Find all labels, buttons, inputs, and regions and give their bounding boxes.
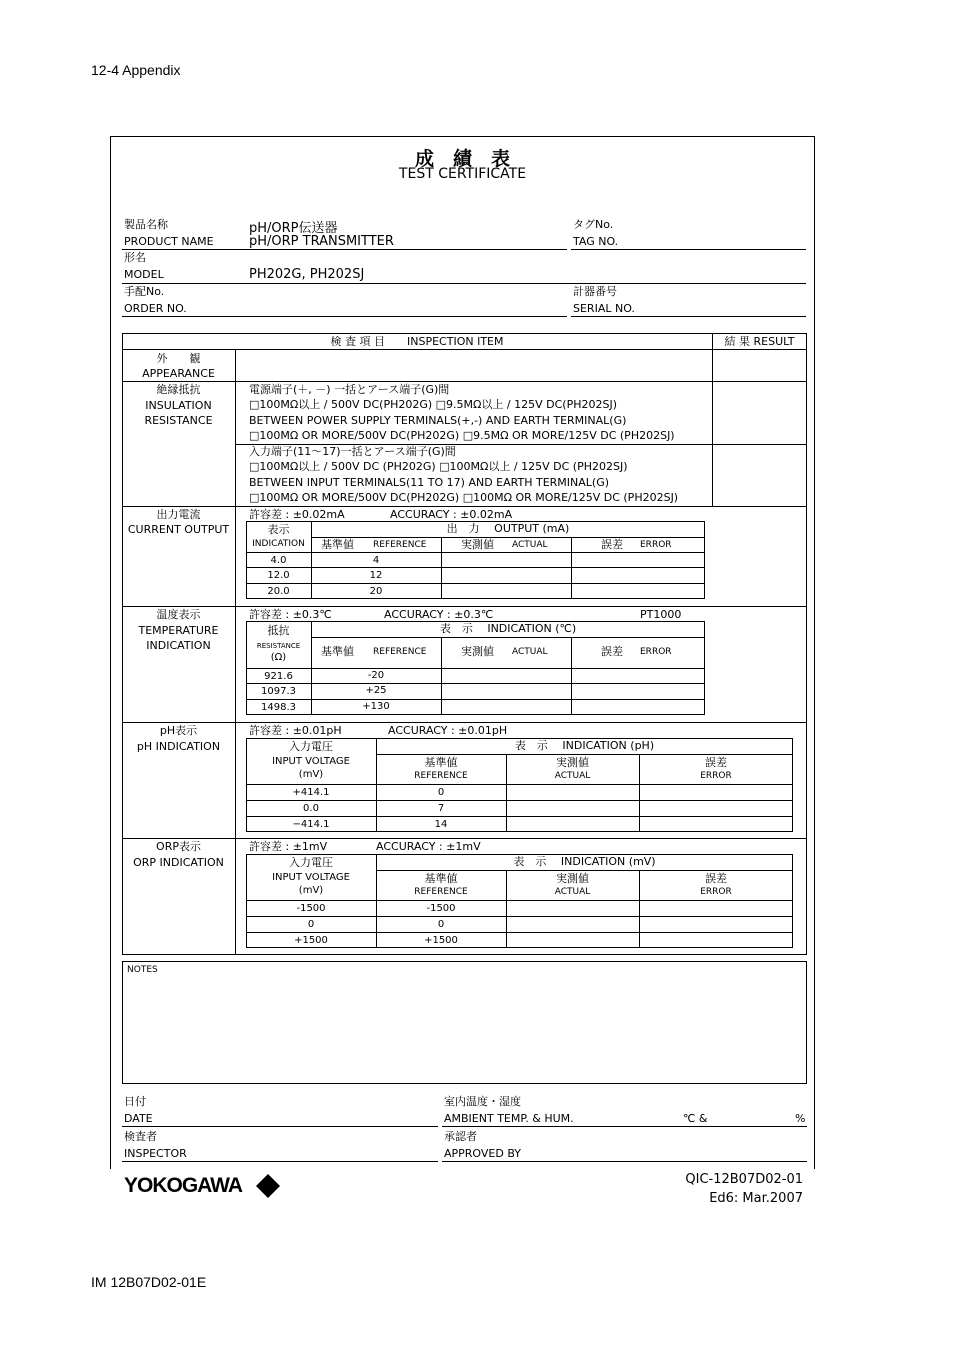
result-col-divider <box>712 333 713 507</box>
temp-row-line <box>311 637 705 638</box>
ambient-jp: 室内温度・湿度 <box>444 1095 521 1108</box>
product-name-jp: 製品名称 <box>124 218 168 231</box>
approved-en: APPROVED BY <box>444 1147 522 1160</box>
inspector-en: INSPECTOR <box>124 1147 187 1160</box>
temp-col-line <box>571 637 572 715</box>
ph-ref-jp: 基準値 <box>424 756 458 769</box>
ph-act-en: ACTUAL <box>554 771 591 781</box>
notes-box <box>122 961 807 1084</box>
ph-row-iv: +414.1 <box>292 787 330 798</box>
doc-number: QIC-12B07D02-01 <box>685 1172 803 1187</box>
ph-accuracy: ACCURACY : ±0.01pH <box>388 724 508 737</box>
serial-underline <box>571 316 806 317</box>
temp-row-line <box>246 668 705 669</box>
ins-b-line: □100MΩ OR MORE/500V DC(PH202G) □100MΩ OR MORE/125V DC (PH202SJ) <box>249 491 679 504</box>
temp-label-en-2: INDICATION <box>146 639 211 652</box>
current-col-line <box>441 537 442 599</box>
order-underline <box>122 316 567 317</box>
ph-col-line <box>376 738 377 832</box>
orp-row-line <box>246 916 793 917</box>
approved-underline <box>442 1161 807 1162</box>
ph-tolerance: 許容差 : ±0.01pH <box>249 724 342 737</box>
date-underline <box>122 1126 438 1127</box>
temp-ref-en: REFERENCE <box>373 647 427 657</box>
orp-row-ref: -1500 <box>426 903 456 914</box>
insulation-en-1: INSULATION <box>145 399 212 412</box>
ins-a-line: □100MΩ以上 / 500V DC(PH202G) □9.5MΩ以上 / 125V DC(PH202SJ) <box>249 398 618 411</box>
current-ind-jp: 表示 <box>267 523 290 536</box>
ph-row-ref: 7 <box>437 803 445 814</box>
orp-row-iv: +1500 <box>294 935 328 946</box>
current-err-jp: 誤差 <box>601 538 623 551</box>
model-en: MODEL <box>124 268 164 281</box>
orp-err-jp: 誤差 <box>705 872 727 885</box>
approved-jp: 承認者 <box>444 1130 477 1143</box>
edition: Ed6: Mar.2007 <box>709 1191 803 1206</box>
temp-tolerance: 許容差 : ±0.3℃ <box>249 608 332 621</box>
ins-a-line: BETWEEN POWER SUPPLY TERMINALS(+,-) AND EARTH TERMINAL(G) <box>249 414 627 427</box>
orp-row-ref: 0 <box>437 919 445 930</box>
ph-act-jp: 実測値 <box>556 756 589 769</box>
ph-iv-en: INPUT VOLTAGE <box>272 756 350 767</box>
product-value-en: pH/ORP TRANSMITTER <box>249 234 394 249</box>
serial-en: SERIAL NO. <box>573 302 635 315</box>
ph-err-en: ERROR <box>700 771 732 781</box>
product-value-jp: pH/ORP伝送器 <box>249 221 338 236</box>
inspector-underline <box>122 1161 438 1162</box>
inspection-item-header: 検 査 項 目 INSPECTION ITEM <box>330 335 504 348</box>
order-jp: 手配No. <box>124 285 165 298</box>
temp-sensor: PT1000 <box>640 608 682 621</box>
ambient-underline <box>442 1126 807 1127</box>
deg-unit: ℃ & <box>683 1112 708 1125</box>
ph-iv-jp: 入力電圧 <box>289 740 333 753</box>
ph-row-line <box>246 816 793 817</box>
yokogawa-logo: YOKOGAWA <box>124 1174 243 1197</box>
orp-row-ref: +1500 <box>424 935 458 946</box>
model-underline <box>122 283 806 284</box>
orp-row-iv: 0 <box>307 919 315 930</box>
current-act-en: ACTUAL <box>512 540 548 550</box>
ph-row-line <box>246 784 793 785</box>
current-row-line <box>246 567 705 568</box>
page-footer: IM 12B07D02-01E <box>91 1274 207 1290</box>
ph-err-jp: 誤差 <box>705 756 727 769</box>
current-accuracy: ACCURACY : ±0.02mA <box>390 508 513 521</box>
orp-iv-en: INPUT VOLTAGE <box>272 872 350 883</box>
orp-label-jp: ORP表示 <box>156 840 201 853</box>
page-header: 12-4 Appendix <box>91 62 181 78</box>
appearance-jp: 外 観 <box>156 352 201 365</box>
temp-act-jp: 実測値 <box>461 645 494 658</box>
ph-row-ref: 0 <box>437 787 445 798</box>
product-underline <box>122 249 567 250</box>
insulation-jp: 絶縁抵抗 <box>156 383 201 396</box>
orp-row-line <box>376 870 793 871</box>
current-row-ind: 20.0 <box>267 586 290 597</box>
temp-section-line <box>122 722 807 723</box>
orp-ref-jp: 基準値 <box>424 872 458 885</box>
ambient-en: AMBIENT TEMP. & HUM. <box>444 1112 574 1125</box>
ph-row-iv: −414.1 <box>292 819 330 830</box>
orp-accuracy: ACCURACY : ±1mV <box>376 840 481 853</box>
date-jp: 日付 <box>124 1095 146 1108</box>
ph-label-jp: pH表示 <box>159 724 198 737</box>
insulation-en-2: RESISTANCE <box>144 414 213 427</box>
temp-row-ref: -20 <box>367 670 385 681</box>
orp-col-line <box>376 854 377 948</box>
pct-unit: % <box>795 1112 806 1125</box>
title-jp: 成 績 表 <box>414 148 510 170</box>
temp-res-unit: (Ω) <box>270 652 287 663</box>
ph-iv-unit: (mV) <box>298 769 324 780</box>
serial-jp: 計器番号 <box>573 285 617 298</box>
current-row-ind: 12.0 <box>267 570 290 581</box>
orp-row-line <box>246 900 793 901</box>
orp-ind-hdr: 表 示 INDICATION (mV) <box>513 855 656 868</box>
current-act-jp: 実測値 <box>461 538 494 551</box>
title-en: TEST CERTIFICATE <box>398 166 527 182</box>
temp-res-jp: 抵抗 <box>267 624 290 637</box>
temp-accuracy: ACCURACY : ±0.3℃ <box>384 608 494 621</box>
tag-jp: タグNo. <box>573 218 614 231</box>
orp-row-iv: -1500 <box>296 903 326 914</box>
orp-ref-en: REFERENCE <box>414 887 468 897</box>
orp-row-line <box>246 932 793 933</box>
temp-row-ref: +130 <box>362 701 390 712</box>
orp-act-en: ACTUAL <box>554 887 591 897</box>
ins-a-line: 電源端子(＋, －) 一括とアース端子(G)間 <box>249 383 450 396</box>
current-row-ref: 4 <box>372 555 380 566</box>
ins-b-line: □100MΩ以上 / 500V DC (PH202G) □100MΩ以上 / 125V DC (PH202SJ) <box>249 460 628 473</box>
current-label-en: CURRENT OUTPUT <box>127 523 230 536</box>
appearance-line <box>122 381 807 382</box>
product-name-en: PRODUCT NAME <box>124 235 214 248</box>
current-row-line <box>311 537 705 538</box>
notes-label: NOTES <box>127 965 158 975</box>
current-col-line <box>571 537 572 599</box>
current-row-line <box>246 583 705 584</box>
current-label-jp: 出力電流 <box>156 508 201 521</box>
current-output-hdr: 出 力 OUTPUT (mA) <box>446 522 570 535</box>
temp-res-en: RESISTANCE <box>256 642 301 650</box>
temp-col-line <box>441 637 442 715</box>
current-row-ind: 4.0 <box>270 555 287 566</box>
ph-row-iv: 0.0 <box>303 803 319 814</box>
model-jp: 形名 <box>124 251 146 264</box>
ph-row-line <box>246 800 793 801</box>
ins-b-line: 入力端子(11〜17)一括とアース端子(G)間 <box>249 445 456 458</box>
date-en: DATE <box>124 1112 153 1125</box>
temp-row-ref: +25 <box>365 685 387 696</box>
orp-label-en: ORP INDICATION <box>133 856 224 869</box>
orp-iv-unit: (mV) <box>298 885 324 896</box>
current-ind-en: INDICATION <box>252 539 305 549</box>
model-value: PH202G, PH202SJ <box>249 267 365 282</box>
current-tolerance: 許容差 : ±0.02mA <box>249 508 345 521</box>
result-header: 結 果 RESULT <box>724 335 795 348</box>
header-line <box>122 349 807 350</box>
orp-tolerance: 許容差 : ±1mV <box>249 840 328 853</box>
ins-a-line: □100MΩ OR MORE/500V DC(PH202G) □9.5MΩ OR MORE/125V DC (PH202SJ) <box>249 429 675 442</box>
current-row-ref: 20 <box>369 586 383 597</box>
ins-b-line: BETWEEN INPUT TERMINALS(11 TO 17) AND EARTH TERMINAL(G) <box>249 476 610 489</box>
temp-ind-hdr: 表 示 INDICATION (℃) <box>439 622 577 635</box>
temp-err-en: ERROR <box>640 647 672 657</box>
orp-err-en: ERROR <box>700 887 732 897</box>
temp-ref-jp: 基準値 <box>321 645 354 658</box>
order-en: ORDER NO. <box>124 302 187 315</box>
inspector-jp: 検査者 <box>124 1130 157 1143</box>
orp-act-jp: 実測値 <box>556 872 589 885</box>
temp-label-jp: 温度表示 <box>156 608 201 621</box>
item-col-divider <box>235 349 236 955</box>
temp-row-res: 1097.3 <box>261 686 296 697</box>
ph-label-en: pH INDICATION <box>136 740 221 753</box>
temp-label-en-1: TEMPERATURE <box>138 624 219 637</box>
temp-row-res: 1498.3 <box>261 702 296 713</box>
ph-ref-en: REFERENCE <box>414 771 468 781</box>
tag-underline <box>571 249 806 250</box>
insulation-line <box>122 506 807 507</box>
temp-act-en: ACTUAL <box>512 647 548 657</box>
orp-iv-jp: 入力電圧 <box>289 856 333 869</box>
temp-row-res: 921.6 <box>264 671 293 682</box>
ph-ind-hdr: 表 示 INDICATION (pH) <box>514 739 655 752</box>
current-ref-jp: 基準値 <box>321 538 354 551</box>
current-ref-en: REFERENCE <box>373 540 427 550</box>
tag-en: TAG NO. <box>573 235 619 248</box>
ph-section-line <box>122 838 807 839</box>
current-row-line <box>246 552 705 553</box>
current-err-en: ERROR <box>640 540 672 550</box>
diamond-logo-icon <box>256 1174 280 1198</box>
current-row-ref: 12 <box>369 570 383 581</box>
temp-err-jp: 誤差 <box>601 645 623 658</box>
ph-row-ref: 14 <box>434 819 448 830</box>
temp-row-line <box>246 683 705 684</box>
temp-row-line <box>246 699 705 700</box>
current-section-line <box>122 606 807 607</box>
ph-row-line <box>376 754 793 755</box>
appearance-en: APPEARANCE <box>142 367 215 380</box>
